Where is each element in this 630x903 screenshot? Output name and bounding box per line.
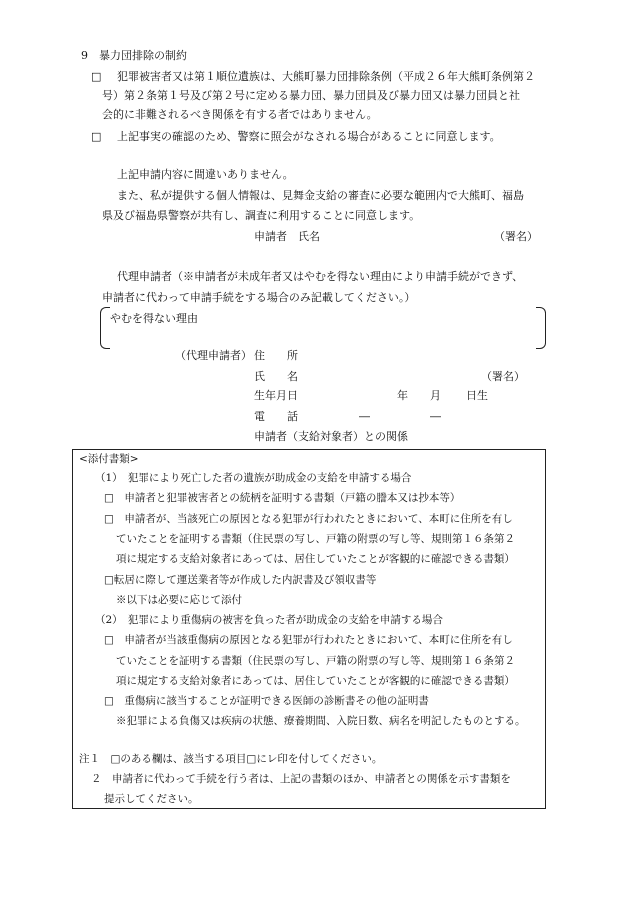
note-2-line2: 提示してください。: [104, 793, 199, 805]
agent-name-input[interactable]: [310, 368, 480, 384]
reason-input[interactable]: [112, 327, 534, 347]
dob-day-label: 日生: [466, 389, 488, 402]
agent-phone-label: 電 話: [254, 410, 298, 423]
phone-dash-1: ―: [359, 410, 370, 423]
group1-item2-line3: 項に規定する支給対象者にあっては、居住していたことが客観的に確認できる書類）: [116, 553, 515, 565]
exclusion-text-1-line2: 号）第２条第１号及び第２号に定める暴力団、暴力団員及び暴力団又は暴力団員と社: [102, 89, 520, 102]
exclusion-text-2: 上記事実の確認のため、警察に照会がなされる場合があることに同意します。: [117, 130, 501, 143]
reason-label: やむを得ない理由: [110, 312, 198, 325]
agent-signature-label: （署名）: [481, 370, 525, 383]
group1-item1: □ 申請者と犯罪被害者との続柄を証明する書類（戸籍の謄本又は抄本等）: [104, 492, 461, 504]
agent-heading-line2: 申請者に代わって申請手続をする場合のみ記載してください。）: [102, 291, 416, 304]
note-2-line1: ２ 申請者に代わって手続を行う者は、上記の書類のほか、申請者との関係を示す書類を: [91, 773, 511, 785]
group1-heading: （1） 犯罪により死亡した者の遺族が助成金の支給を申請する場合: [95, 472, 412, 484]
group2-item1-line3: 項に規定する支給対象者にあっては、居住していたことが客観的に確認できる書類）: [116, 675, 515, 687]
agent-address-label: 住 所: [254, 349, 298, 362]
agent-heading-line1: 代理申請者（※申請者が未成年者又はやむを得ない理由により申請手続ができず、: [117, 270, 524, 283]
group2-item1-line2: ていたことを証明する書類（住民票の写し、戸籍の附票の写し等、規則第１６条第２: [116, 655, 515, 667]
exclusion-checkbox-1[interactable]: □: [91, 70, 102, 83]
note-1: 注１ □のある欄は、該当する項目□にレ印を付してください。: [79, 753, 383, 765]
group2-item1-line1: □ 申請者が当該重傷病の原因となる犯罪が行われたときにおいて、本町に住所を有し: [104, 634, 513, 646]
phone-dash-2: ―: [430, 410, 441, 423]
agent-label: （代理申請者）: [175, 349, 252, 362]
applicant-name-label: 申請者 氏名: [254, 230, 320, 243]
dob-year-label: 年: [397, 389, 408, 402]
section9-heading: 9 暴力団排除の制約: [81, 49, 187, 62]
group1-note: ※以下は必要に応じて添付: [116, 594, 242, 606]
declaration-line1: 上記申請内容に間違いありません。: [117, 168, 294, 181]
agent-dob-label: 生年月日: [254, 389, 298, 402]
declaration-line2: また、私が提供する個人情報は、見舞金支給の審査に必要な範囲内で大熊町、福島: [117, 189, 524, 202]
group2-item2: □ 重傷病に該当することが証明できる医師の診断書その他の証明書: [104, 695, 429, 707]
agent-address-input[interactable]: [310, 347, 540, 363]
exclusion-text-1-line1: 犯罪被害者又は第１順位遺族は、大熊町暴力団排除条例（平成２６年大熊町条例第２: [117, 70, 535, 83]
group2-note: ※犯罪による負傷又は疾病の状態、療養期間、入院日数、病名を明記したものとする。: [116, 715, 526, 727]
exclusion-text-1-line3: 会的に非難されるべき関係を有する者ではありません。: [102, 108, 378, 121]
group1-item2-line1: □ 申請者が、当該死亡の原因となる犯罪が行われたときにおいて、本町に住所を有し: [104, 513, 513, 525]
agent-relation-label: 申請者（支給対象者）との関係: [254, 430, 408, 443]
attachments-title: <添付書類>: [79, 453, 139, 465]
exclusion-checkbox-2[interactable]: □: [91, 130, 102, 143]
group1-item2-line2: ていたことを証明する書類（住民票の写し、戸籍の附票の写し等、規則第１６条第２: [116, 533, 515, 545]
agent-name-label: 氏 名: [254, 370, 298, 383]
dob-month-label: 月: [430, 389, 441, 402]
group2-heading: （2） 犯罪により重傷病の被害を負った者が助成金の支給を申請する場合: [95, 614, 443, 626]
group1-item3: □転居に際して運送業者等が作成した内訳書及び領収書等: [104, 574, 377, 586]
declaration-line3: 県及び福島県警察が共有し、調査に利用することに同意します。: [102, 209, 421, 222]
reason-bracket-left: [100, 307, 110, 349]
applicant-signature-label: （署名）: [494, 230, 538, 243]
reason-bracket-right: [536, 307, 546, 349]
